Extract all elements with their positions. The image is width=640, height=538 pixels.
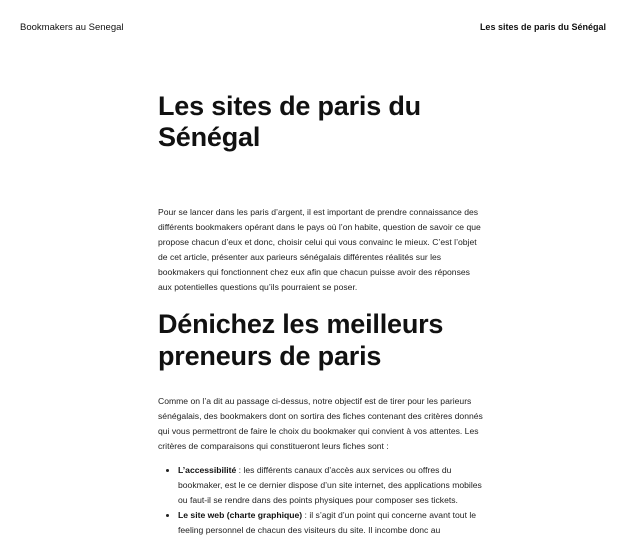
article-content: [158, 91, 484, 538]
nav-link-sites-paris[interactable]: Les sites de paris du Sénégal: [479, 22, 606, 32]
list-item-text: : il s’agit d’un point qui concerne avant tout le feeling personnel de chacun des visiteurs du site. Il incombe donc au: [178, 510, 477, 535]
section-heading: Dénichez les meilleurs preneurs de paris: [158, 309, 444, 371]
site-title-link[interactable]: Bookmakers au Senegal: [20, 22, 124, 33]
section-paragraph: Comme on l’a dit au passage ci-dessus, notre objectif est de tirer pour les parieurs sénégalais, des bookmakers dont on sortira des fiches contenant des critères donnés qui vous permettront de faire le choix du bookmaker qui convient à vos attentes. Les critères de comparaisons qui constitueront leurs fiches sont :: [158, 396, 483, 451]
list-item: [178, 463, 484, 508]
site-header: [0, 0, 640, 56]
intro-paragraph: Pour se lancer dans les paris d’argent, il est important de prendre connaissance des différents bookmakers opérant dans le pays où l’on habite, question de savoir ce que propose chacun d’eux et donc, choisir celui qui vous convainc le mieux. C’est l’objet de cet article, présenter aux parieurs sénégalais différentes réalités sur les bookmakers qui fonctionnent chez eux afin que chacun puisse avoir des réponses aux potentielles questions qu’ils pourraient se poser.: [158, 207, 481, 292]
list-item-term: Le site web (charte graphique): [178, 510, 303, 520]
list-item-term: L’accessibilité: [178, 465, 237, 475]
criteria-list: [158, 463, 484, 538]
list-item-text: : les différents canaux d’accès aux services ou offres du bookmaker, est le ce dernier dispose d’un site internet, des applications mobiles ou faut-il se rendre dans des points physiques pour composer ses tickets.: [178, 465, 482, 505]
page-title: Les sites de paris du Sénégal: [158, 91, 421, 152]
list-item: [178, 508, 484, 538]
